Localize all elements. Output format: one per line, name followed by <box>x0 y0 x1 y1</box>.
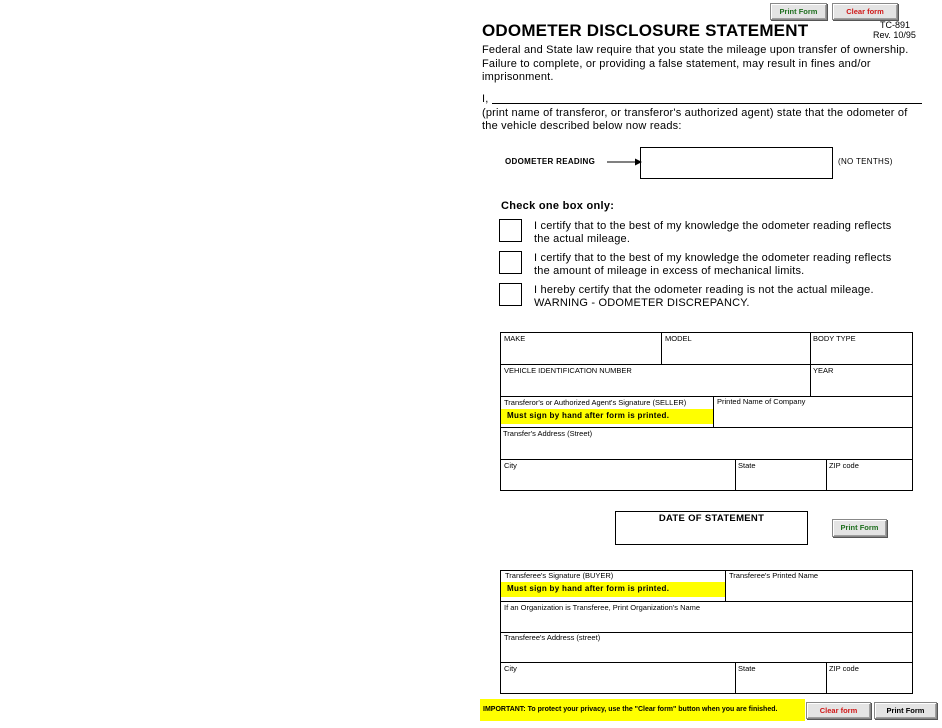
date-of-statement-input[interactable] <box>620 525 804 543</box>
print-form-button-top[interactable]: Print Form <box>770 3 827 20</box>
seller-zip-input[interactable] <box>828 472 910 490</box>
buyer-zip-input[interactable] <box>828 675 910 693</box>
model-input[interactable] <box>664 345 808 363</box>
year-label: YEAR <box>813 366 834 375</box>
buyer-zip-label: ZIP code <box>829 664 859 673</box>
seller-state-label: State <box>738 461 756 470</box>
company-name-input[interactable] <box>716 408 910 426</box>
vin-label: VEHICLE IDENTIFICATION NUMBER <box>504 366 632 375</box>
model-label: MODEL <box>665 334 692 343</box>
certify-actual-line-1: I certify that to the best of my knowledge the odometer reading reflects <box>534 220 892 232</box>
form-number: TC-891 <box>880 20 911 30</box>
seller-city-label: City <box>504 461 517 470</box>
privacy-notice: IMPORTANT: To protect your privacy, use the "Clear form" button when you are finished. <box>480 699 805 721</box>
clear-form-button-bottom[interactable]: Clear form <box>806 702 871 719</box>
organization-name-input[interactable] <box>503 613 910 631</box>
certify-actual-line-2: the actual mileage. <box>534 233 631 245</box>
buyer-address-input[interactable] <box>503 643 910 661</box>
seller-city-input[interactable] <box>503 472 733 490</box>
print-form-button-bottom[interactable]: Print Form <box>874 702 937 719</box>
intro-line-3: imprisonment. <box>482 71 554 83</box>
body-type-input[interactable] <box>812 345 910 363</box>
certify-exceeds-line-1: I certify that to the best of my knowledge the odometer reading reflects <box>534 252 892 264</box>
year-input[interactable] <box>812 377 910 395</box>
clear-form-button-top[interactable]: Clear form <box>832 3 898 20</box>
vin-input[interactable] <box>503 377 808 395</box>
body-type-label: BODY TYPE <box>813 334 856 343</box>
company-name-label: Printed Name of Company <box>717 397 806 406</box>
seller-zip-label: ZIP code <box>829 461 859 470</box>
certify-exceeds-line-2: the amount of mileage in excess of mechanical limits. <box>534 265 805 277</box>
buyer-printed-name-input[interactable] <box>728 582 910 600</box>
arrow-right-icon <box>607 157 643 167</box>
checkbox-odometer-discrepancy[interactable] <box>499 283 522 306</box>
date-of-statement-label: DATE OF STATEMENT <box>658 513 765 524</box>
make-label: MAKE <box>504 334 526 343</box>
odometer-reading-label: ODOMETER READING <box>505 157 596 166</box>
transferor-statement-line-1: (print name of transferor, or transferor's authorized agent) state that the odometer of <box>482 107 908 119</box>
transferor-prefix: I, <box>482 93 489 105</box>
print-form-button-middle[interactable]: Print Form <box>832 519 887 537</box>
checkbox-actual-mileage[interactable] <box>499 219 522 242</box>
buyer-printed-name-label: Transferee's Printed Name <box>729 571 819 580</box>
buyer-city-label: City <box>504 664 517 673</box>
seller-address-label: Transfer's Address (Street) <box>503 429 593 438</box>
seller-sign-warning: Must sign by hand after form is printed. <box>501 409 713 424</box>
seller-signature-label: Transferor's or Authorized Agent's Signature (SELLER) <box>504 398 687 407</box>
buyer-state-input[interactable] <box>737 675 824 693</box>
buyer-sign-warning: Must sign by hand after form is printed. <box>501 582 725 597</box>
certify-discrepancy-line-2: WARNING - ODOMETER DISCREPANCY. <box>534 297 750 309</box>
seller-state-input[interactable] <box>737 472 824 490</box>
buyer-state-label: State <box>738 664 756 673</box>
intro-line-1: Federal and State law require that you state the mileage upon transfer of ownership. <box>482 44 909 56</box>
certify-discrepancy-line-1: I hereby certify that the odometer reading is not the actual mileage. <box>534 284 874 296</box>
form-revision: Rev. 10/95 <box>873 30 916 40</box>
check-one-box-heading: Check one box only: <box>501 200 615 212</box>
buyer-signature-label: Transferee's Signature (BUYER) <box>505 571 614 580</box>
page-title: ODOMETER DISCLOSURE STATEMENT <box>482 21 809 40</box>
transferor-name-input[interactable] <box>492 89 922 104</box>
odometer-no-tenths-label: (NO TENTHS) <box>838 157 893 166</box>
odometer-reading-input[interactable] <box>640 147 833 179</box>
checkbox-exceeds-mechanical-limits[interactable] <box>499 251 522 274</box>
buyer-city-input[interactable] <box>503 675 733 693</box>
intro-line-2: Failure to complete, or providing a false statement, may result in fines and/or <box>482 58 871 70</box>
organization-name-label: If an Organization is Transferee, Print Organization's Name <box>504 603 701 612</box>
seller-address-input[interactable] <box>503 440 910 458</box>
transferor-statement-line-2: the vehicle described below now reads: <box>482 120 682 132</box>
buyer-address-label: Transferee's Address (street) <box>504 633 601 642</box>
make-input[interactable] <box>503 345 659 363</box>
